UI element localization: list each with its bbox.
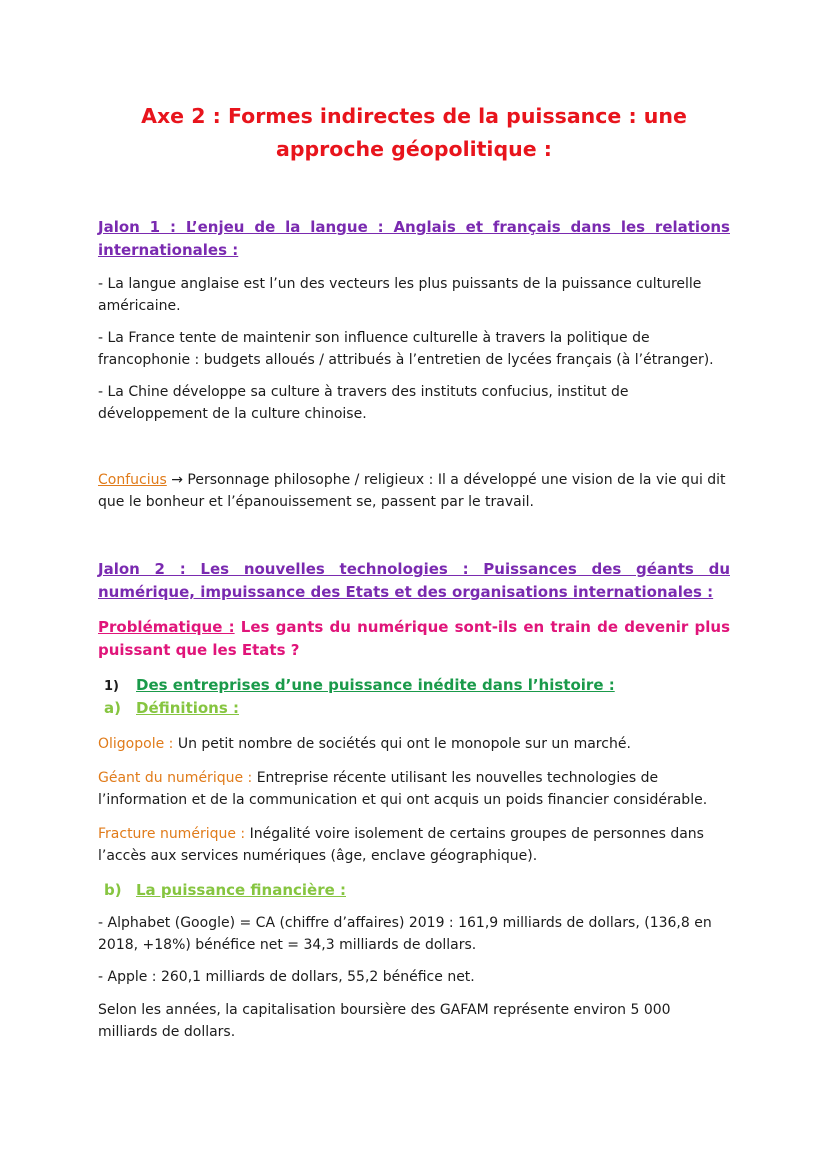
definition-term: Oligopole : <box>98 736 174 752</box>
definition-term: Géant du numérique : <box>98 770 253 786</box>
section-b-label: La puissance financière : <box>136 881 346 899</box>
section-b-heading <box>104 879 346 901</box>
section-1-label: Des entreprises d’une puissance inédite dans l’histoire : <box>136 676 615 694</box>
jalon1-item-3: - La Chine développe sa culture à travers des instituts confucius, institut de développement de la culture chinoise. <box>98 384 629 422</box>
section-1-number: 1) <box>104 679 119 694</box>
confucius-text: Personnage philosophe / religieux : Il a développé une vision de la vie qui dit que le bonheur et l’épanouissement se, passent par le travail. <box>98 472 726 510</box>
finance-apple: - Apple : 260,1 milliards de dollars, 55,2 bénéfice net. <box>98 969 475 985</box>
jalon1-item-1: - La langue anglaise est l’un des vecteurs les plus puissants de la puissance culturelle américaine. <box>98 276 702 314</box>
jalon2-heading: Jalon 2 : Les nouvelles technologies : Puissances des géants du numérique, impuissance des Etats et des organisations internationales : <box>98 560 730 601</box>
confucius-paragraph <box>98 469 730 513</box>
problematique-text: Les gants du numérique sont-ils en train de devenir plus puissant que les Etats ? <box>98 618 730 659</box>
problematique <box>98 616 730 662</box>
definition-text: Entreprise récente utilisant les nouvelles technologies de l’information et de la communication et qui ont acquis un poids financier considérable. <box>98 770 708 808</box>
section-b-number: b) <box>104 881 122 899</box>
section-1-heading <box>104 674 615 698</box>
jalon1-item-2: - La France tente de maintenir son influence culturelle à travers la politique de francophonie : budgets alloués / attribués à l’entretien de lycées français (à l’étranger). <box>98 330 714 368</box>
definition-fracture-numerique <box>98 823 730 867</box>
section-a-number: a) <box>104 699 121 717</box>
definition-text: Un petit nombre de sociétés qui ont le monopole sur un marché. <box>173 736 631 752</box>
section-a-heading <box>104 697 239 719</box>
finance-gafam: Selon les années, la capitalisation boursière des GAFAM représente environ 5 000 milliards de dollars. <box>98 1002 671 1040</box>
page-title: Axe 2 : Formes indirectes de la puissance : une approche géopolitique : <box>141 104 687 161</box>
definition-oligopole <box>98 733 730 755</box>
problematique-label: Problématique : <box>98 618 235 636</box>
finance-alphabet: - Alphabet (Google) = CA (chiffre d’affaires) 2019 : 161,9 milliards de dollars, (136,8 en 2018, +18%) bénéfice net = 34,3 milliards de dollars. <box>98 915 712 953</box>
definition-text: Inégalité voire isolement de certains groupes de personnes dans l’accès aux services numériques (âge, enclave géographique). <box>98 826 704 864</box>
section-a-label: Définitions : <box>136 699 240 717</box>
confucius-term: Confucius <box>98 472 167 488</box>
definition-geant-numerique <box>98 767 730 811</box>
arrow-symbol: → <box>166 472 188 488</box>
jalon1-heading: Jalon 1 : L’enjeu de la langue : Anglais et français dans les relations internationales : <box>98 218 730 259</box>
definition-term: Fracture numérique : <box>98 826 246 842</box>
